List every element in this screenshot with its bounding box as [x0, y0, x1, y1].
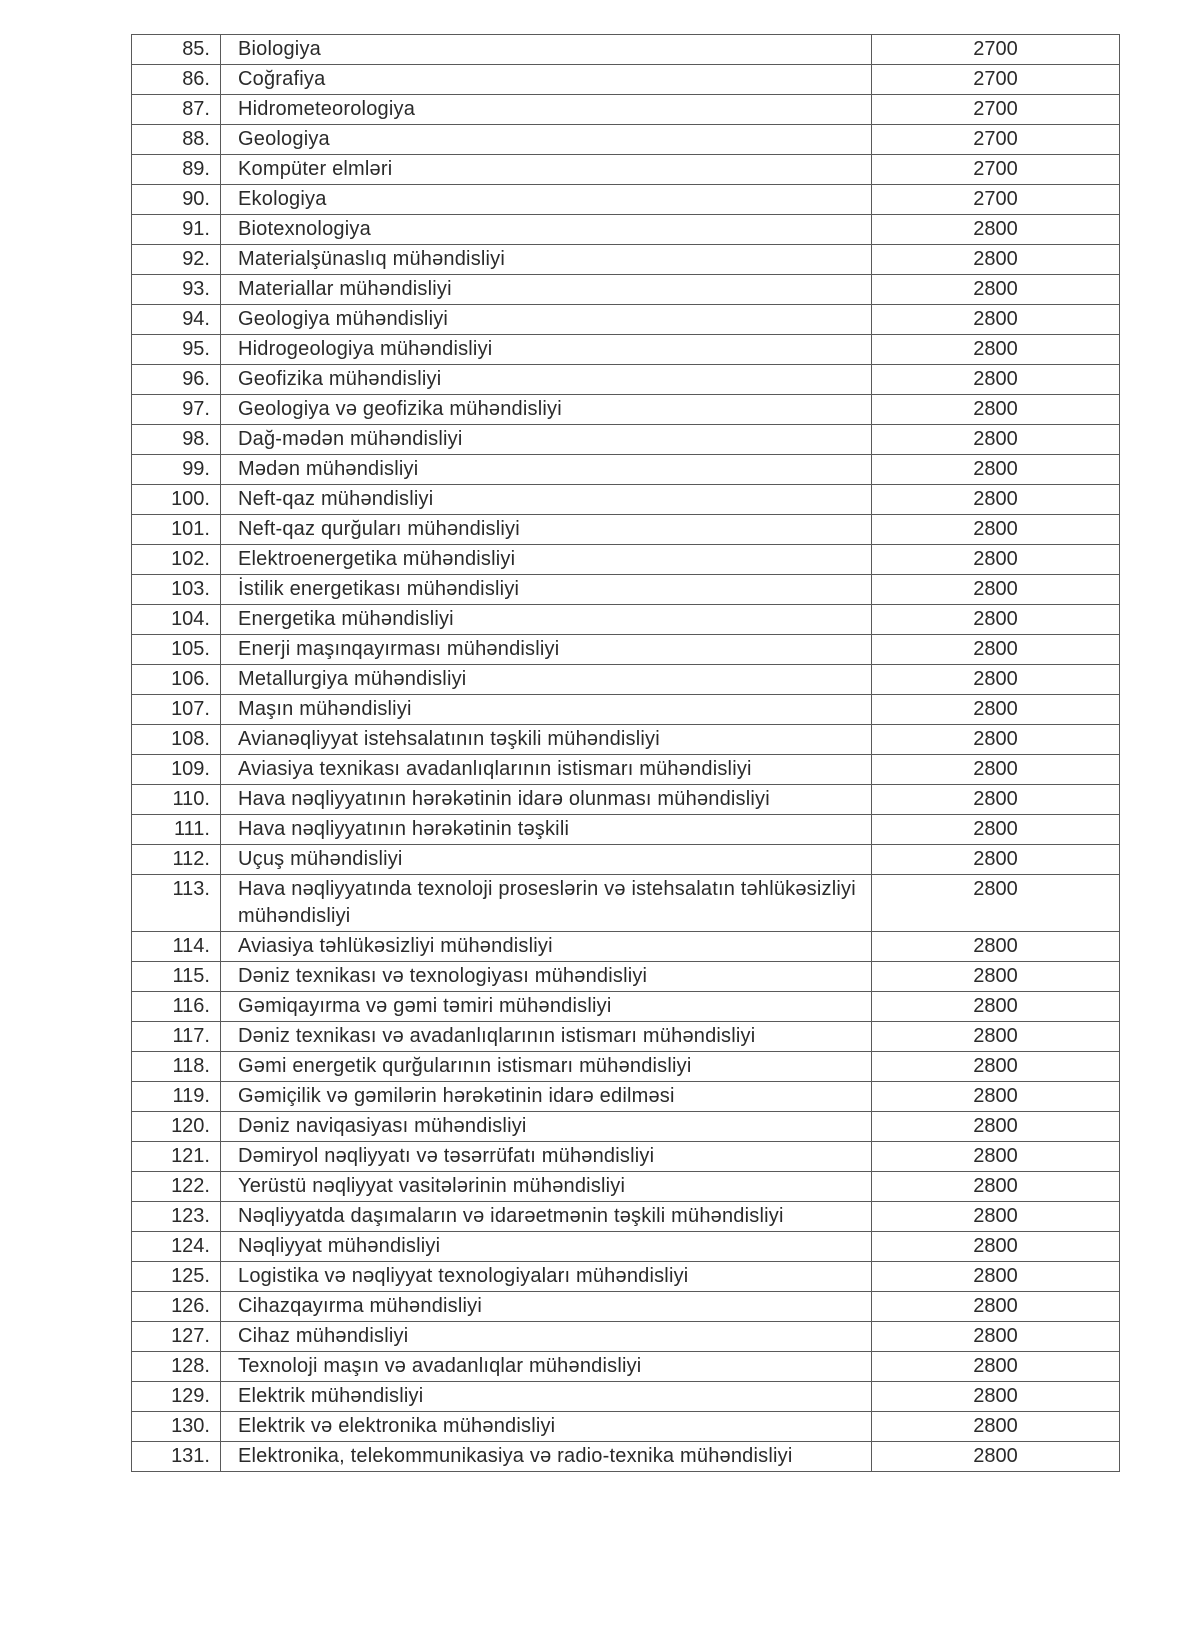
specialty-name: Neft-qaz mühəndisliyi [221, 485, 872, 515]
table-row [132, 932, 1120, 962]
row-number: 95. [132, 335, 221, 365]
fee-value: 2800 [872, 335, 1120, 365]
row-number: 131. [132, 1442, 221, 1472]
specialty-name: Biologiya [221, 35, 872, 65]
specialty-name: Gəmiçilik və gəmilərin hərəkətinin idarə edilməsi [221, 1082, 872, 1112]
row-number: 118. [132, 1052, 221, 1082]
specialty-name: Biotexnologiya [221, 215, 872, 245]
row-number: 100. [132, 485, 221, 515]
fee-value: 2800 [872, 725, 1120, 755]
row-number: 114. [132, 932, 221, 962]
table-row [132, 1292, 1120, 1322]
table-row [132, 1082, 1120, 1112]
table-row [132, 485, 1120, 515]
specialty-name: Dəmiryol nəqliyyatı və təsərrüfatı mühəndisliyi [221, 1142, 872, 1172]
specialty-name: Geologiya və geofizika mühəndisliyi [221, 395, 872, 425]
row-number: 85. [132, 35, 221, 65]
fee-value: 2800 [872, 365, 1120, 395]
table-row [132, 1142, 1120, 1172]
row-number: 87. [132, 95, 221, 125]
specialty-name: Uçuş mühəndisliyi [221, 845, 872, 875]
table-row [132, 515, 1120, 545]
specialty-table [131, 34, 1120, 1472]
table-row [132, 962, 1120, 992]
table-row [132, 845, 1120, 875]
fee-value: 2800 [872, 545, 1120, 575]
fee-value: 2800 [872, 695, 1120, 725]
fee-value: 2800 [872, 1262, 1120, 1292]
row-number: 113. [132, 875, 221, 932]
row-number: 93. [132, 275, 221, 305]
row-number: 89. [132, 155, 221, 185]
fee-value: 2800 [872, 1352, 1120, 1382]
specialty-name: Dəniz naviqasiyası mühəndisliyi [221, 1112, 872, 1142]
table-row [132, 275, 1120, 305]
fee-value: 2800 [872, 515, 1120, 545]
table-row [132, 575, 1120, 605]
fee-value: 2800 [872, 1082, 1120, 1112]
row-number: 110. [132, 785, 221, 815]
table-row [132, 1412, 1120, 1442]
row-number: 129. [132, 1382, 221, 1412]
specialty-name: Nəqliyyatda daşımaların və idarəetmənin təşkili mühəndisliyi [221, 1202, 872, 1232]
specialty-name: Materiallar mühəndisliyi [221, 275, 872, 305]
fee-value: 2800 [872, 815, 1120, 845]
table-row [132, 1172, 1120, 1202]
row-number: 111. [132, 815, 221, 845]
fee-value: 2800 [872, 875, 1120, 932]
specialty-name: Cihazqayırma mühəndisliyi [221, 1292, 872, 1322]
table-row [132, 455, 1120, 485]
fee-value: 2700 [872, 95, 1120, 125]
fee-value: 2800 [872, 425, 1120, 455]
fee-value: 2800 [872, 1022, 1120, 1052]
specialty-name: Materialşünaslıq mühəndisliyi [221, 245, 872, 275]
specialty-name: Logistika və nəqliyyat texnologiyaları mühəndisliyi [221, 1262, 872, 1292]
table-row [132, 1022, 1120, 1052]
table-row [132, 1322, 1120, 1352]
specialty-name: İstilik energetikası mühəndisliyi [221, 575, 872, 605]
specialty-name: Hava nəqliyyatında texnoloji proseslərin və istehsalatın təhlükəsizliyi mühəndisliyi [221, 875, 872, 932]
row-number: 90. [132, 185, 221, 215]
row-number: 122. [132, 1172, 221, 1202]
table-row [132, 305, 1120, 335]
specialty-name: Cihaz mühəndisliyi [221, 1322, 872, 1352]
table-row [132, 215, 1120, 245]
row-number: 128. [132, 1352, 221, 1382]
row-number: 119. [132, 1082, 221, 1112]
table-row [132, 665, 1120, 695]
row-number: 112. [132, 845, 221, 875]
specialty-name: Texnoloji maşın və avadanlıqlar mühəndisliyi [221, 1352, 872, 1382]
fee-value: 2800 [872, 1382, 1120, 1412]
row-number: 116. [132, 992, 221, 1022]
row-number: 91. [132, 215, 221, 245]
specialty-name: Mədən mühəndisliyi [221, 455, 872, 485]
row-number: 102. [132, 545, 221, 575]
specialty-name: Gəmi energetik qurğularının istismarı mühəndisliyi [221, 1052, 872, 1082]
table-row [132, 815, 1120, 845]
table-row [132, 1232, 1120, 1262]
fee-value: 2800 [872, 962, 1120, 992]
specialty-name: Enerji maşınqayırması mühəndisliyi [221, 635, 872, 665]
fee-value: 2800 [872, 992, 1120, 1022]
table-row [132, 1262, 1120, 1292]
row-number: 106. [132, 665, 221, 695]
table-row [132, 1112, 1120, 1142]
fee-value: 2800 [872, 605, 1120, 635]
row-number: 99. [132, 455, 221, 485]
specialty-name: Aviasiya texnikası avadanlıqlarının istismarı mühəndisliyi [221, 755, 872, 785]
row-number: 97. [132, 395, 221, 425]
specialty-name: Kompüter elmləri [221, 155, 872, 185]
fee-value: 2700 [872, 65, 1120, 95]
fee-value: 2800 [872, 1412, 1120, 1442]
fee-value: 2800 [872, 1112, 1120, 1142]
fee-value: 2800 [872, 635, 1120, 665]
fee-value: 2800 [872, 1202, 1120, 1232]
fee-value: 2800 [872, 665, 1120, 695]
row-number: 117. [132, 1022, 221, 1052]
row-number: 108. [132, 725, 221, 755]
specialty-name: Hidrometeorologiya [221, 95, 872, 125]
table-row [132, 725, 1120, 755]
row-number: 94. [132, 305, 221, 335]
fee-value: 2800 [872, 785, 1120, 815]
fee-value: 2700 [872, 35, 1120, 65]
fee-value: 2800 [872, 755, 1120, 785]
row-number: 103. [132, 575, 221, 605]
specialty-name: Elektroenergetika mühəndisliyi [221, 545, 872, 575]
table-row [132, 1052, 1120, 1082]
fee-value: 2800 [872, 245, 1120, 275]
table-row [132, 605, 1120, 635]
specialty-name: Hava nəqliyyatının hərəkətinin təşkili [221, 815, 872, 845]
row-number: 86. [132, 65, 221, 95]
fee-value: 2800 [872, 1232, 1120, 1262]
table-row [132, 245, 1120, 275]
row-number: 96. [132, 365, 221, 395]
row-number: 127. [132, 1322, 221, 1352]
fee-value: 2800 [872, 1442, 1120, 1472]
fee-value: 2800 [872, 305, 1120, 335]
row-number: 130. [132, 1412, 221, 1442]
specialty-name: Geologiya mühəndisliyi [221, 305, 872, 335]
fee-value: 2800 [872, 1292, 1120, 1322]
specialty-name: Yerüstü nəqliyyat vasitələrinin mühəndisliyi [221, 1172, 872, 1202]
fee-value: 2800 [872, 485, 1120, 515]
table-row [132, 1442, 1120, 1472]
fee-value: 2700 [872, 185, 1120, 215]
table-row [132, 875, 1120, 932]
fee-value: 2800 [872, 575, 1120, 605]
table-row [132, 992, 1120, 1022]
row-number: 125. [132, 1262, 221, 1292]
fee-value: 2800 [872, 455, 1120, 485]
row-number: 120. [132, 1112, 221, 1142]
table-row [132, 335, 1120, 365]
specialty-name: Dəniz texnikası və avadanlıqlarının istismarı mühəndisliyi [221, 1022, 872, 1052]
specialty-name: Nəqliyyat mühəndisliyi [221, 1232, 872, 1262]
specialty-name: Ekologiya [221, 185, 872, 215]
fee-value: 2800 [872, 1052, 1120, 1082]
specialty-name: Dəniz texnikası və texnologiyası mühəndisliyi [221, 962, 872, 992]
specialty-name: Geofizika mühəndisliyi [221, 365, 872, 395]
fee-value: 2700 [872, 125, 1120, 155]
row-number: 107. [132, 695, 221, 725]
specialty-name: Neft-qaz qurğuları mühəndisliyi [221, 515, 872, 545]
row-number: 121. [132, 1142, 221, 1172]
row-number: 105. [132, 635, 221, 665]
row-number: 123. [132, 1202, 221, 1232]
specialty-name: Elektrik və elektronika mühəndisliyi [221, 1412, 872, 1442]
specialty-name: Aviasiya təhlükəsizliyi mühəndisliyi [221, 932, 872, 962]
fee-value: 2800 [872, 845, 1120, 875]
row-number: 92. [132, 245, 221, 275]
row-number: 98. [132, 425, 221, 455]
fee-value: 2800 [872, 932, 1120, 962]
table-row [132, 125, 1120, 155]
table-row [132, 65, 1120, 95]
specialty-name: Elektronika, telekommunikasiya və radio-texnika mühəndisliyi [221, 1442, 872, 1472]
table-row [132, 35, 1120, 65]
table-row [132, 365, 1120, 395]
table-row [132, 785, 1120, 815]
specialty-name: Coğrafiya [221, 65, 872, 95]
specialty-name: Avianəqliyyat istehsalatının təşkili mühəndisliyi [221, 725, 872, 755]
table-body [132, 35, 1120, 1472]
row-number: 101. [132, 515, 221, 545]
fee-value: 2800 [872, 275, 1120, 305]
row-number: 115. [132, 962, 221, 992]
specialty-name: Elektrik mühəndisliyi [221, 1382, 872, 1412]
row-number: 126. [132, 1292, 221, 1322]
table-row [132, 395, 1120, 425]
table-row [132, 1352, 1120, 1382]
table-row [132, 545, 1120, 575]
specialty-name: Energetika mühəndisliyi [221, 605, 872, 635]
fee-value: 2800 [872, 215, 1120, 245]
table-row [132, 755, 1120, 785]
specialty-name: Gəmiqayırma və gəmi təmiri mühəndisliyi [221, 992, 872, 1022]
table-row [132, 155, 1120, 185]
fee-value: 2700 [872, 155, 1120, 185]
table-row [132, 695, 1120, 725]
row-number: 109. [132, 755, 221, 785]
fee-value: 2800 [872, 395, 1120, 425]
table-row [132, 635, 1120, 665]
fee-value: 2800 [872, 1322, 1120, 1352]
table-row [132, 425, 1120, 455]
row-number: 88. [132, 125, 221, 155]
fee-value: 2800 [872, 1142, 1120, 1172]
row-number: 104. [132, 605, 221, 635]
row-number: 124. [132, 1232, 221, 1262]
specialty-name: Dağ-mədən mühəndisliyi [221, 425, 872, 455]
table-row [132, 185, 1120, 215]
fee-value: 2800 [872, 1172, 1120, 1202]
table-row [132, 95, 1120, 125]
specialty-name: Maşın mühəndisliyi [221, 695, 872, 725]
specialty-name: Geologiya [221, 125, 872, 155]
specialty-name: Hidrogeologiya mühəndisliyi [221, 335, 872, 365]
table-row [132, 1202, 1120, 1232]
table-row [132, 1382, 1120, 1412]
specialty-name: Hava nəqliyyatının hərəkətinin idarə olunması mühəndisliyi [221, 785, 872, 815]
specialty-name: Metallurgiya mühəndisliyi [221, 665, 872, 695]
